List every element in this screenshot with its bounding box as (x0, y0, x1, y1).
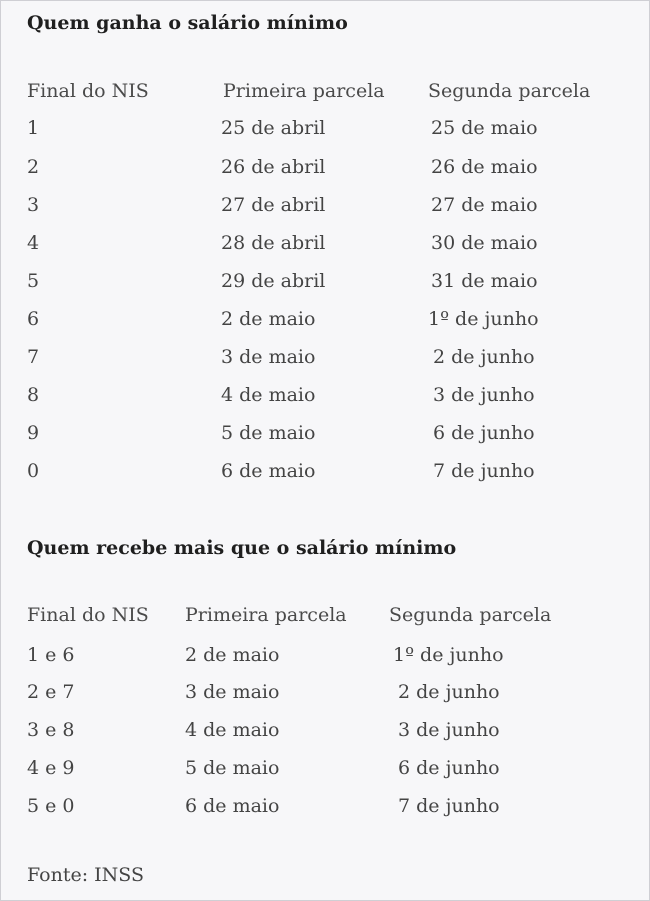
cell-nis: 4 e 9 (27, 757, 75, 779)
cell-nis: 8 (27, 384, 40, 406)
cell-second-installment: 27 de maio (431, 194, 538, 216)
section-title-minimum-wage: Quem ganha o salário mínimo (27, 12, 348, 34)
cell-first-installment: 6 de maio (221, 460, 316, 482)
cell-nis: 5 (27, 270, 40, 292)
table-row (0, 384, 650, 414)
table-row (0, 346, 650, 376)
table-row (0, 422, 650, 452)
cell-first-installment: 4 de maio (185, 719, 280, 741)
cell-nis: 5 e 0 (27, 795, 75, 817)
cell-nis: 3 e 8 (27, 719, 75, 741)
cell-first-installment: 2 de maio (185, 644, 280, 666)
cell-first-installment: 4 de maio (221, 384, 316, 406)
table-row (0, 795, 650, 825)
cell-second-installment: 2 de junho (398, 681, 500, 703)
cell-second-installment: 6 de junho (398, 757, 500, 779)
cell-nis: 3 (27, 194, 40, 216)
cell-second-installment: 1º de junho (393, 644, 504, 666)
table-row (0, 270, 650, 300)
cell-first-installment: 5 de maio (221, 422, 316, 444)
column-header-second-installment: Segunda parcela (428, 80, 591, 102)
cell-first-installment: 27 de abril (221, 194, 326, 216)
cell-second-installment: 1º de junho (428, 308, 539, 330)
table-row (0, 308, 650, 338)
cell-first-installment: 29 de abril (221, 270, 326, 292)
cell-second-installment: 3 de junho (433, 384, 535, 406)
cell-nis: 4 (27, 232, 40, 254)
table-row (0, 460, 650, 490)
cell-second-installment: 26 de maio (431, 156, 538, 178)
cell-nis: 6 (27, 308, 40, 330)
table-row (0, 719, 650, 749)
cell-second-installment: 31 de maio (431, 270, 538, 292)
cell-nis: 1 e 6 (27, 644, 75, 666)
column-header-first-installment: Primeira parcela (185, 604, 347, 626)
column-header-nis: Final do NIS (27, 80, 149, 102)
cell-second-installment: 6 de junho (433, 422, 535, 444)
cell-nis: 9 (27, 422, 40, 444)
column-header-nis: Final do NIS (27, 604, 149, 626)
table-row (0, 156, 650, 186)
cell-second-installment: 30 de maio (431, 232, 538, 254)
cell-second-installment: 25 de maio (431, 117, 538, 139)
table-row (0, 117, 650, 147)
table-header-row (0, 80, 650, 110)
table-row (0, 232, 650, 262)
cell-first-installment: 2 de maio (221, 308, 316, 330)
cell-second-installment: 2 de junho (433, 346, 535, 368)
table-row (0, 681, 650, 711)
cell-nis: 0 (27, 460, 40, 482)
cell-second-installment: 7 de junho (433, 460, 535, 482)
column-header-second-installment: Segunda parcela (389, 604, 552, 626)
cell-first-installment: 25 de abril (221, 117, 326, 139)
cell-second-installment: 7 de junho (398, 795, 500, 817)
cell-second-installment: 3 de junho (398, 719, 500, 741)
cell-nis: 2 e 7 (27, 681, 75, 703)
table-row (0, 194, 650, 224)
section-title-above-minimum-wage: Quem recebe mais que o salário mínimo (27, 537, 457, 559)
cell-first-installment: 26 de abril (221, 156, 326, 178)
table-row (0, 757, 650, 787)
cell-first-installment: 6 de maio (185, 795, 280, 817)
table-row (0, 644, 650, 674)
cell-first-installment: 5 de maio (185, 757, 280, 779)
cell-nis: 1 (27, 117, 40, 139)
cell-first-installment: 3 de maio (185, 681, 280, 703)
cell-nis: 7 (27, 346, 40, 368)
cell-first-installment: 28 de abril (221, 232, 326, 254)
table-header-row (0, 604, 650, 634)
source-note: Fonte: INSS (27, 864, 144, 886)
cell-nis: 2 (27, 156, 40, 178)
column-header-first-installment: Primeira parcela (223, 80, 385, 102)
cell-first-installment: 3 de maio (221, 346, 316, 368)
